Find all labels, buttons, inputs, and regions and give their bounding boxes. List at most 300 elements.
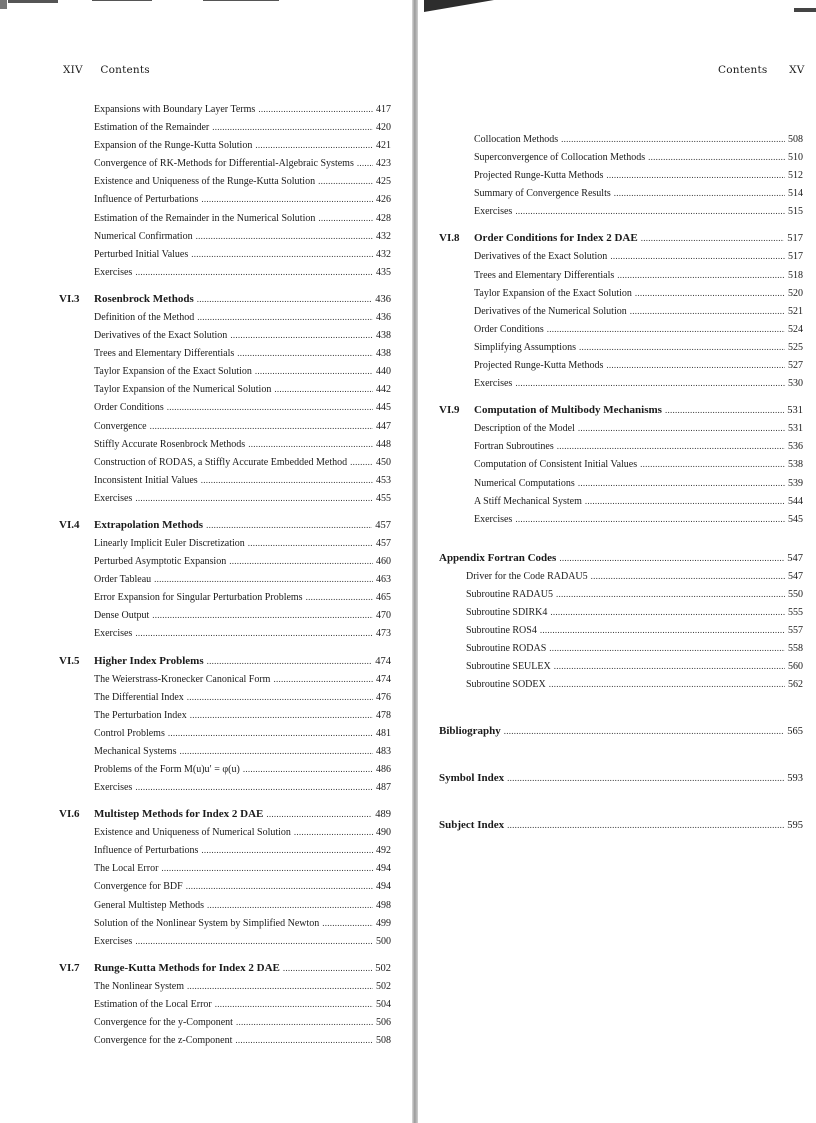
dot-leader [248,439,373,449]
entry-title: Rosenbrock Methods [94,292,194,305]
entry-page-number: 470 [376,610,391,622]
entry-title: The Nonlinear System [94,980,184,992]
entry-page-number: 425 [376,176,391,188]
dot-leader [630,306,785,316]
entry-page-number: 420 [376,122,391,134]
entry-title: Subroutine RODAS [466,643,547,655]
entry-title: Existence and Uniqueness of the Runge-Kutta Solution [94,176,316,188]
toc-section-heading[interactable] [59,808,391,827]
toc-entry[interactable] [59,863,391,881]
entry-title: Influence of Perturbations [94,845,199,857]
toc-entry[interactable] [466,607,803,625]
dot-leader [665,405,784,415]
page-number: XIV [63,64,83,76]
toc-entry[interactable] [59,421,391,439]
toc-entry[interactable] [59,231,391,249]
dot-leader [635,288,785,298]
entry-title: Perturbed Asymptotic Expansion [94,556,227,568]
toc-entry[interactable] [59,592,391,610]
entry-page-number: 494 [376,863,391,875]
toc-entry[interactable] [59,610,391,628]
toc-appendix-heading[interactable] [439,552,803,571]
entry-title: Convergence [94,420,147,432]
entry-page-number: 494 [376,881,391,893]
toc-entry[interactable] [59,538,391,556]
entry-title: Exercises [94,782,133,794]
dot-leader [606,170,785,180]
toc-backmatter-heading[interactable] [439,725,803,744]
dot-leader [640,459,785,469]
dot-leader [190,710,373,720]
dot-leader [591,571,785,581]
toc-backmatter-heading[interactable] [439,819,803,838]
entry-page-number: 455 [376,492,391,504]
entry-page-number: 450 [376,456,391,468]
section-number: VI.4 [59,518,80,531]
dot-leader [135,936,373,946]
right-toc [439,134,803,838]
entry-page-number: 473 [376,628,391,640]
entry-title: Taylor Expansion of the Numerical Solution [94,384,272,396]
toc-entry[interactable] [59,104,391,122]
entry-title: Driver for the Code RADAU5 [466,570,588,582]
entry-title: Bibliography [439,725,501,738]
toc-entry[interactable] [59,384,391,402]
dot-leader [318,176,373,186]
dot-leader [507,773,784,783]
entry-title: Exercises [94,492,133,504]
entry-page-number: 474 [375,655,391,667]
entry-title: Superconvergence of Collocation Methods [474,152,646,164]
toc-entry[interactable] [59,249,391,267]
entry-title: Subroutine SODEX [466,679,546,691]
entry-page-number: 428 [376,212,391,224]
entry-page-number: 500 [376,935,391,947]
entry-title: Exercises [474,206,513,218]
toc-section-heading[interactable] [439,404,803,423]
dot-leader [274,384,373,394]
entry-page-number: 481 [376,727,391,739]
entry-page-number: 506 [376,1017,391,1029]
entry-page-number: 498 [376,899,391,911]
entry-page-number: 490 [376,827,391,839]
left-toc [59,104,391,1053]
dot-leader [179,746,373,756]
toc-entry[interactable] [466,679,803,697]
toc-entry[interactable] [466,478,803,496]
dot-leader [255,366,373,376]
toc-entry[interactable] [466,251,803,269]
entry-title: Runge-Kutta Methods for Index 2 DAE [94,961,280,974]
toc-entry[interactable] [59,122,391,140]
entry-page-number: 463 [376,574,391,586]
dot-leader [515,514,785,524]
entry-page-number: 565 [787,726,803,738]
dot-leader [557,441,785,451]
dot-leader [212,122,373,132]
entry-page-number: 524 [788,323,803,335]
entry-page-number: 423 [376,158,391,170]
toc-entry[interactable] [59,475,391,493]
toc-entry[interactable] [59,158,391,176]
entry-page-number: 432 [376,230,391,242]
entry-title: Estimation of the Remainder [94,122,210,134]
entry-page-number: 438 [376,330,391,342]
entry-title: Problems of the Form M(u)u′ = φ(u) [94,764,240,775]
toc-section-heading[interactable] [59,519,391,538]
entry-page-number: 440 [376,366,391,378]
dot-leader [561,134,785,144]
section-number: VI.7 [59,961,80,974]
entry-title: Derivatives of the Exact Solution [474,251,608,263]
dot-leader [150,421,373,431]
entry-title: Exercises [94,266,133,278]
toc-entry[interactable] [466,270,803,288]
entry-title: A Stiff Mechanical System [474,495,582,507]
toc-entry[interactable] [59,457,391,475]
dot-leader [201,845,373,855]
entry-page-number: 478 [376,709,391,721]
toc-entry[interactable] [466,661,803,679]
entry-page-number: 517 [787,233,803,245]
entry-page-number: 527 [788,360,803,372]
entry-title: General Multistep Methods [94,899,204,911]
dot-leader [585,496,785,506]
dot-leader [556,589,785,599]
entry-page-number: 457 [376,537,391,549]
toc-entry[interactable] [466,378,803,396]
dot-leader [579,342,785,352]
entry-page-number: 536 [788,441,803,453]
toc-entry[interactable] [466,134,803,152]
toc-entry[interactable] [466,206,803,224]
entry-page-number: 550 [788,588,803,600]
entry-page-number: 432 [376,248,391,260]
dot-leader [168,728,373,738]
entry-title: Derivatives of the Exact Solution [94,330,228,342]
entry-page-number: 560 [788,661,803,673]
toc-backmatter-heading[interactable] [439,772,803,791]
toc-entry[interactable] [59,692,391,710]
toc-entry[interactable] [59,574,391,592]
entry-page-number: 544 [788,495,803,507]
toc-entry[interactable] [466,571,803,589]
dot-leader [318,213,373,223]
toc-entry[interactable] [59,999,391,1017]
toc-entry[interactable] [59,845,391,863]
dot-leader [196,231,373,241]
entry-title: Subroutine SDIRK4 [466,606,548,618]
dot-leader [614,188,785,198]
entry-title: Estimation of the Local Error [94,998,212,1010]
entry-page-number: 436 [376,311,391,323]
entry-title: Expansions with Boundary Layer Terms [94,104,256,115]
entry-title: Definition of the Method [94,311,195,323]
entry-page-number: 483 [376,745,391,757]
dot-leader [540,625,785,635]
dot-leader [606,360,785,370]
toc-section-heading[interactable] [59,655,391,674]
toc-section-heading[interactable] [439,232,803,251]
toc-entry[interactable] [59,194,391,212]
dot-leader [306,592,373,602]
toc-entry[interactable] [466,306,803,324]
toc-entry[interactable] [466,589,803,607]
dot-leader [135,493,373,503]
entry-page-number: 525 [788,341,803,353]
entry-page-number: 489 [375,809,391,821]
toc-entry[interactable] [466,643,803,661]
entry-page-number: 502 [375,962,391,974]
dot-leader [229,556,373,566]
entry-title: Order Tableau [94,574,152,586]
section-number: VI.5 [59,654,80,667]
entry-title: The Local Error [94,863,159,875]
entry-page-number: 442 [376,384,391,396]
entry-title: Taylor Expansion of the Exact Solution [474,287,632,299]
entry-title: Exercises [474,513,513,525]
dot-leader [187,692,373,702]
toc-entry[interactable] [59,556,391,574]
dot-leader [610,251,785,261]
dot-leader [550,607,785,617]
entry-page-number: 457 [375,519,391,531]
entry-title: Simplifying Assumptions [474,341,576,353]
toc-entry[interactable] [466,514,803,532]
toc-entry[interactable] [59,827,391,845]
page-number: XV [789,64,805,76]
toc-entry[interactable] [59,782,391,800]
dot-leader [235,1035,373,1045]
toc-entry[interactable] [466,324,803,342]
entry-title: Appendix Fortran Codes [439,551,557,564]
dot-leader [648,152,785,162]
toc-entry[interactable] [59,674,391,692]
toc-entry[interactable] [59,176,391,194]
entry-title: Dense Output [94,610,150,622]
toc-entry[interactable] [59,493,391,511]
entry-page-number: 518 [788,269,803,281]
entry-title: Exercises [94,935,133,947]
section-number: VI.3 [59,292,80,305]
dot-leader [294,827,373,837]
entry-title: Subroutine RADAU5 [466,588,553,600]
toc-section-heading[interactable] [59,293,391,312]
entry-title: Summary of Convergence Results [474,188,611,200]
dot-leader [515,206,785,216]
entry-page-number: 453 [376,474,391,486]
toc-entry[interactable] [59,402,391,420]
toc-entry[interactable] [59,366,391,384]
entry-page-number: 460 [376,556,391,568]
dot-leader [641,233,785,243]
toc-entry[interactable] [59,710,391,728]
dot-leader [201,475,373,485]
dot-leader [549,679,785,689]
toc-entry[interactable] [59,936,391,954]
toc-entry[interactable] [59,918,391,936]
entry-page-number: 436 [375,293,391,305]
entry-page-number: 515 [788,206,803,218]
entry-title: Taylor Expansion of the Exact Solution [94,366,252,378]
entry-page-number: 447 [376,420,391,432]
toc-entry[interactable] [59,981,391,999]
dot-leader [255,140,373,150]
toc-entry[interactable] [59,746,391,764]
entry-title: The Differential Index [94,691,184,703]
entry-page-number: 517 [788,251,803,263]
dot-leader [243,764,373,774]
entry-title: Existence and Uniqueness of Numerical Solution [94,827,291,839]
entry-page-number: 562 [788,679,803,691]
entry-title: Exercises [94,628,133,640]
entry-page-number: 539 [788,477,803,489]
toc-entry[interactable] [466,496,803,514]
dot-leader [206,520,372,530]
dot-leader [152,610,373,620]
entry-page-number: 545 [788,513,803,525]
entry-title: Extrapolation Methods [94,518,204,531]
dot-leader [230,330,373,340]
entry-page-number: 486 [376,764,391,775]
entry-title: Order Conditions [474,323,544,335]
entry-title: Subroutine SEULEX [466,661,551,673]
dot-leader [191,249,373,259]
dot-leader [207,900,373,910]
toc-entry[interactable] [59,728,391,746]
dot-leader [617,270,785,280]
entry-page-number: 438 [376,348,391,360]
entry-page-number: 445 [376,402,391,414]
entry-page-number: 538 [788,459,803,471]
toc-entry[interactable] [59,1035,391,1053]
toc-entry[interactable] [59,628,391,646]
dot-leader [236,1017,373,1027]
entry-page-number: 510 [788,152,803,164]
toc-entry[interactable] [466,360,803,378]
entry-page-number: 555 [788,606,803,618]
entry-title: Order Conditions for Index 2 DAE [474,232,638,245]
entry-title: Inconsistent Initial Values [94,474,198,486]
entry-page-number: 426 [376,194,391,206]
toc-entry[interactable] [59,900,391,918]
entry-title: Numerical Confirmation [94,230,193,242]
dot-leader [248,538,373,548]
toc-entry[interactable] [466,170,803,188]
section-number: VI.9 [439,404,460,417]
entry-page-number: 547 [788,570,803,582]
entry-title: Subject Index [439,819,505,832]
dot-leader [215,999,373,1009]
entry-title: Influence of Perturbations [94,194,199,206]
entry-page-number: 512 [788,170,803,182]
entry-title: Perturbed Initial Values [94,248,189,260]
entry-title: Computation of Multibody Mechanisms [474,404,662,417]
entry-title: Convergence for the z-Component [94,1035,233,1047]
entry-title: Subroutine ROS4 [466,625,537,637]
toc-entry[interactable] [59,213,391,231]
dot-leader [197,294,373,304]
entry-title: Symbol Index [439,772,505,785]
entry-title: Numerical Computations [474,477,575,489]
dot-leader [167,402,373,412]
entry-title: Computation of Consistent Initial Values [474,459,638,471]
entry-title: Projected Runge-Kutta Methods [474,170,604,182]
entry-title: Projected Runge-Kutta Methods [474,360,604,372]
toc-entry[interactable] [466,625,803,643]
entry-page-number: 421 [376,140,391,152]
dot-leader [283,963,372,973]
section-number: VI.6 [59,808,80,821]
toc-entry[interactable] [466,441,803,459]
dot-leader [135,782,373,792]
entry-title: Convergence of RK-Methods for Differential-Algebraic Systems [94,158,354,170]
entry-title: Description of the Model [474,423,575,435]
entry-title: Convergence for the y-Component [94,1017,233,1029]
toc-entry[interactable] [59,1017,391,1035]
toc-entry[interactable] [466,188,803,206]
toc-entry[interactable] [59,330,391,348]
entry-page-number: 595 [787,820,803,832]
toc-entry[interactable] [466,288,803,306]
toc-entry[interactable] [59,312,391,330]
entry-title: Trees and Elementary Differentials [474,269,615,281]
toc-entry[interactable] [59,140,391,158]
toc-entry[interactable] [59,881,391,899]
left-running-head [63,64,150,76]
section-number: VI.8 [439,232,460,245]
entry-page-number: 547 [787,552,803,564]
toc-entry[interactable] [59,439,391,457]
entry-title: Stiffly Accurate Rosenbrock Methods [94,438,246,450]
entry-page-number: 499 [376,917,391,929]
dot-leader [161,863,373,873]
dot-leader [197,312,373,322]
entry-page-number: 417 [376,104,391,115]
entry-page-number: 487 [376,782,391,794]
toc-entry[interactable] [466,342,803,360]
dot-leader [559,553,784,563]
toc-entry[interactable] [59,764,391,782]
toc-entry[interactable] [466,459,803,477]
dot-leader [187,981,373,991]
entry-page-number: 435 [376,266,391,278]
toc-entry[interactable] [59,267,391,285]
toc-section-heading[interactable] [59,962,391,981]
dot-leader [201,194,373,204]
dot-leader [515,378,785,388]
dot-leader [154,574,373,584]
dot-leader [547,324,785,334]
entry-title: Order Conditions [94,402,164,414]
dot-leader [507,820,784,830]
entry-title: The Weierstrass-Kronecker Canonical Form [94,673,271,685]
entry-title: Higher Index Problems [94,654,204,667]
dot-leader [350,457,373,467]
toc-entry[interactable] [466,152,803,170]
entry-title: Control Problems [94,727,165,739]
entry-page-number: 521 [788,305,803,317]
entry-page-number: 465 [376,592,391,604]
toc-entry[interactable] [59,348,391,366]
toc-entry[interactable] [466,423,803,441]
dot-leader [186,881,373,891]
dot-leader [554,661,785,671]
entry-title: Derivatives of the Numerical Solution [474,305,627,317]
dot-leader [207,656,373,666]
entry-title: Convergence for BDF [94,881,183,893]
entry-page-number: 448 [376,438,391,450]
